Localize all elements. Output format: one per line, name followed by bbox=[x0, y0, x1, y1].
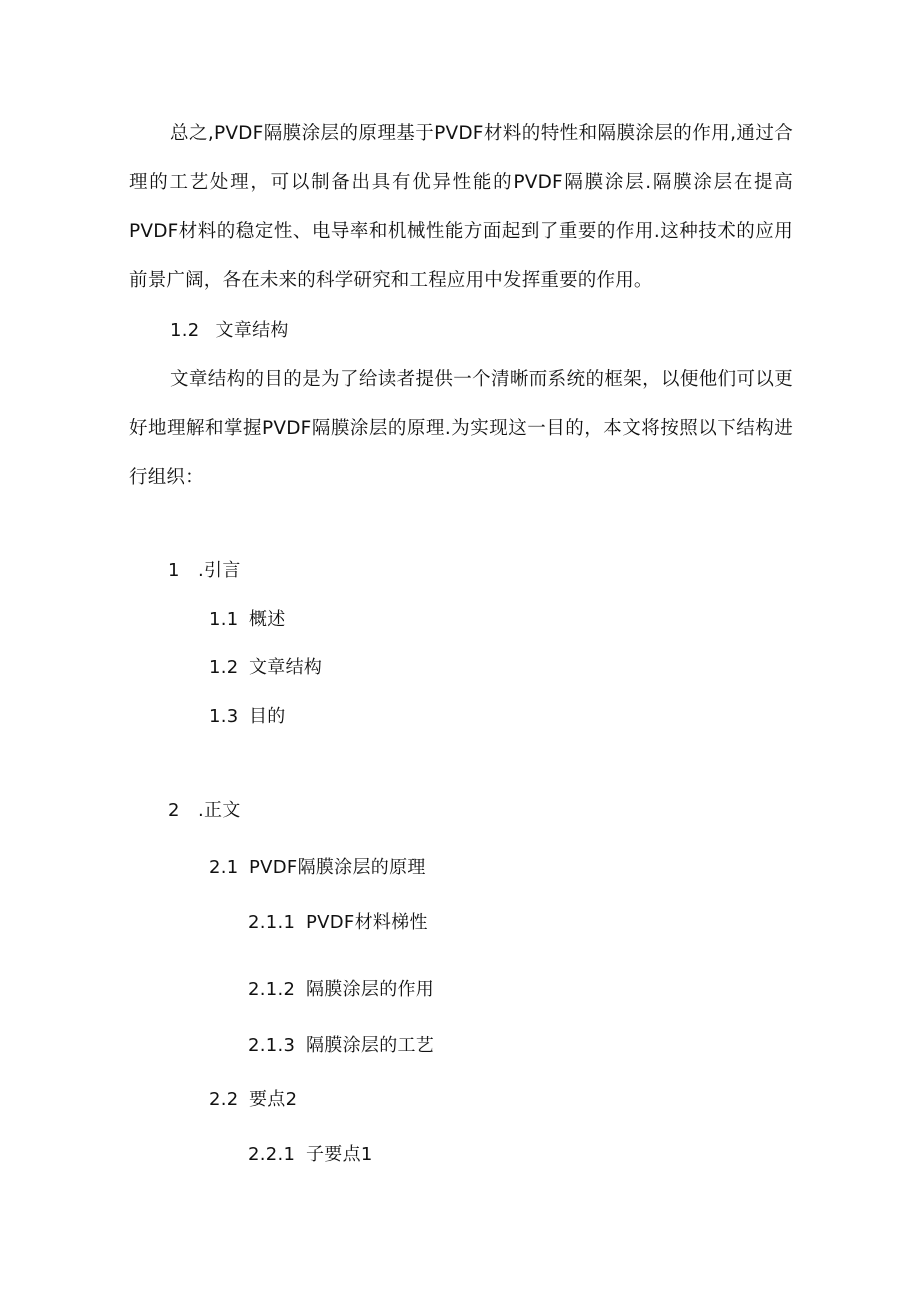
outline-item-title: .正文 bbox=[198, 800, 241, 821]
outline-item bbox=[248, 908, 428, 934]
outline-item-title: 隔膜涂层的作用 bbox=[306, 979, 435, 1000]
outline-item-title: .引言 bbox=[198, 560, 241, 581]
outline-item-number: 2.1.1 bbox=[248, 912, 296, 933]
outline-item bbox=[209, 853, 426, 879]
section-heading-number: 1.2 bbox=[170, 320, 200, 341]
outline-item-number: 2.1 bbox=[209, 857, 239, 878]
outline-item bbox=[168, 556, 241, 582]
section-heading-title: 文章结构 bbox=[215, 320, 289, 341]
outline-item bbox=[209, 1085, 297, 1111]
outline-item-number: 2.2.1 bbox=[248, 1144, 296, 1165]
summary-paragraph: 总之,PVDF隔膜涂层的原理基于PVDF材料的特性和隔膜涂层的作用,通过合理的工艺处理，可以制备出具有优异性能的PVDF隔膜涂层.隔膜涂层在提高PVDF材料的稳定性、电导率和机械性能方面起到了重要的作用.这种技术的应用前景广阔，各在未来的科学研究和工程应用中发挥重要的作用。 bbox=[129, 123, 793, 291]
outline-item-number: 1.3 bbox=[209, 706, 239, 727]
outline-item bbox=[209, 653, 322, 679]
outline-item-title: 要点2 bbox=[249, 1089, 298, 1110]
outline-item-number: 1 bbox=[168, 560, 180, 581]
outline-item-title: 文章结构 bbox=[249, 657, 323, 678]
section-heading bbox=[170, 316, 289, 342]
outline-item-number: 2.2 bbox=[209, 1089, 239, 1110]
outline-item-title: 概述 bbox=[249, 609, 286, 630]
outline-item-number: 2.1.3 bbox=[248, 1035, 296, 1056]
outline-item-number: 2 bbox=[168, 800, 180, 821]
outline-item-title: 隔膜涂层的工艺 bbox=[306, 1035, 435, 1056]
outline-item bbox=[168, 796, 241, 822]
outline-item-title: 目的 bbox=[249, 706, 286, 727]
outline-item-title: PVDF材料梯性 bbox=[306, 912, 428, 933]
outline-item bbox=[248, 975, 434, 1001]
outline-item bbox=[248, 1031, 434, 1057]
outline-item-title: PVDF隔膜涂层的原理 bbox=[249, 857, 426, 878]
outline-item-number: 2.1.2 bbox=[248, 979, 296, 1000]
outline-item bbox=[209, 605, 286, 631]
outline-item-number: 1.1 bbox=[209, 609, 239, 630]
outline-item-number: 1.2 bbox=[209, 657, 239, 678]
structure-paragraph: 文章结构的目的是为了给读者提供一个清晰而系统的框架，以便他们可以更好地理解和掌握PVDF隔膜涂层的原理.为实现这一目的，本文将按照以下结构进行组织： bbox=[129, 369, 793, 488]
outline-item-title: 子要点1 bbox=[306, 1144, 373, 1165]
outline-item bbox=[248, 1140, 373, 1166]
outline-item bbox=[209, 702, 286, 728]
